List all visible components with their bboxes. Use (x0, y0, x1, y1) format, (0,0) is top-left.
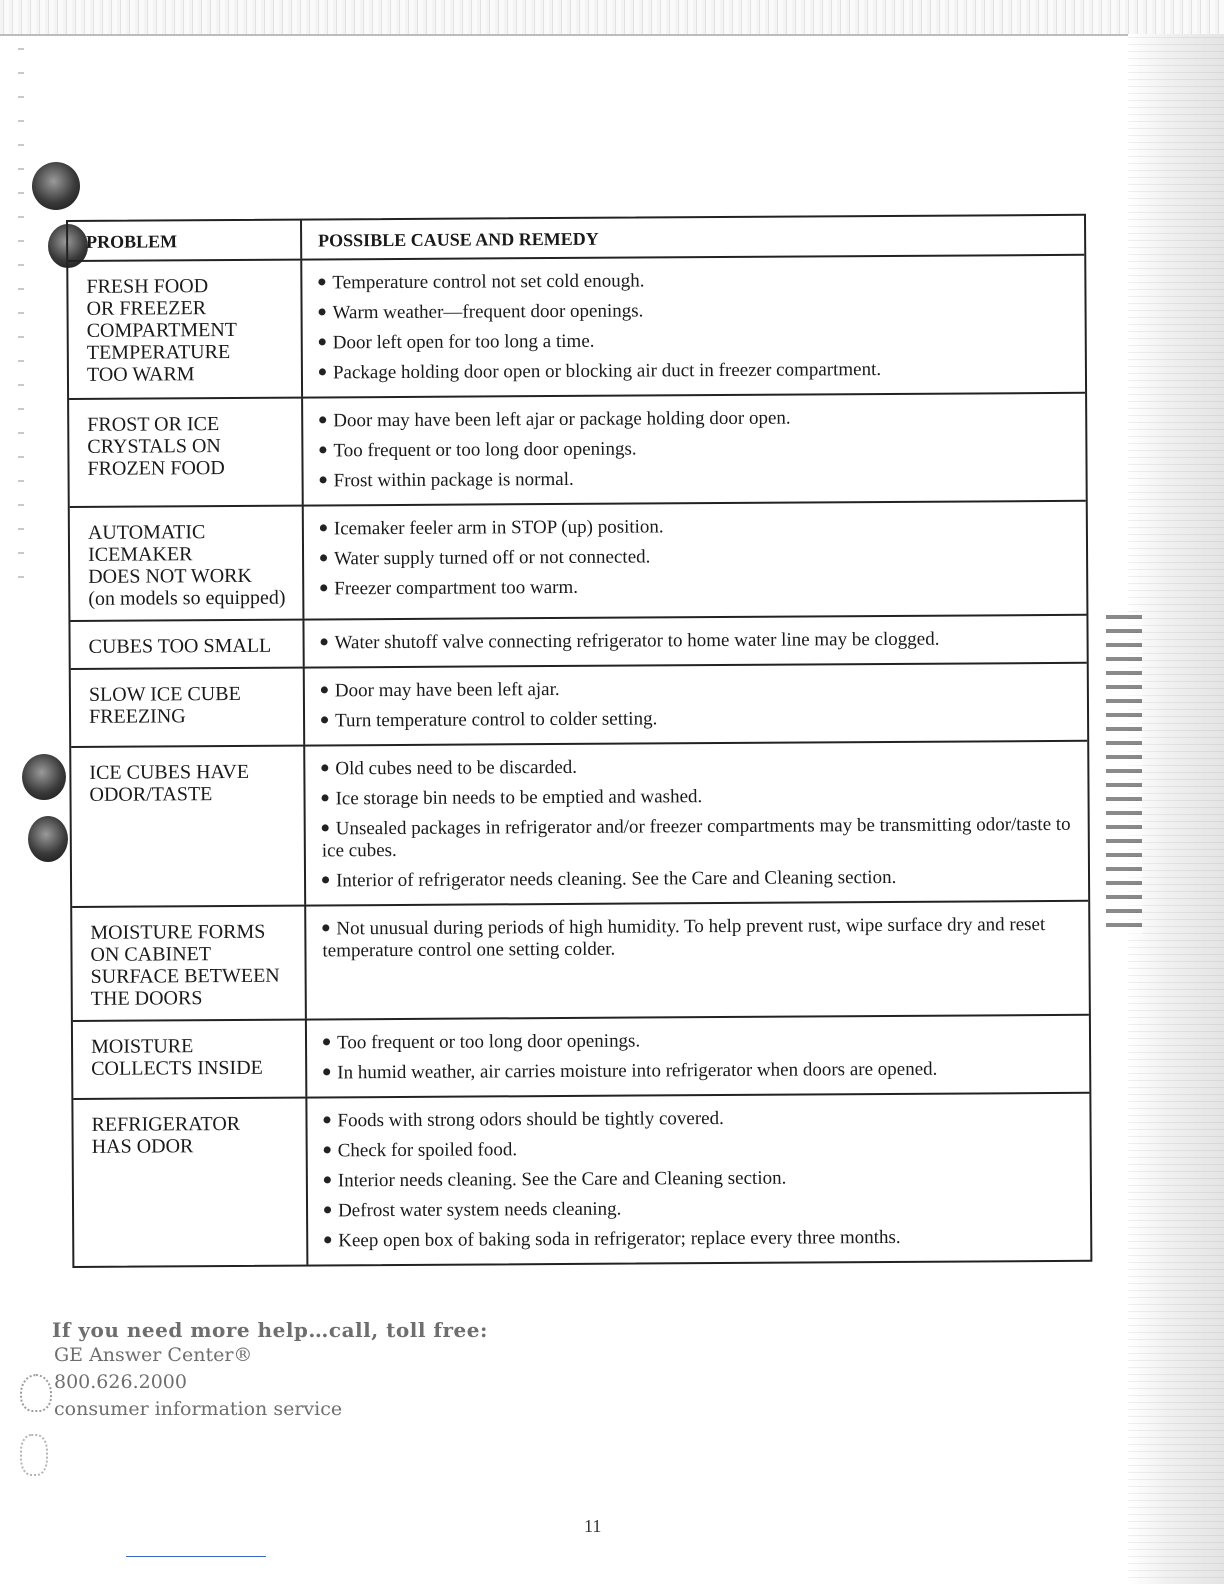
problem-line: FROZEN FOOD (87, 457, 225, 480)
remedy-text: Old cubes need to be discarded. (335, 756, 578, 780)
problem-cell (70, 621, 304, 668)
problem-line: TOO WARM (86, 363, 195, 386)
remedy-text: Temperature control not set cold enough. (332, 270, 645, 294)
binder-hole-1 (32, 162, 80, 210)
scan-right-edge (1128, 34, 1224, 1584)
remedy-item (324, 1196, 1078, 1223)
scan-right-marks (1106, 615, 1142, 935)
bullet-icon (319, 309, 326, 316)
remedy-cell (306, 902, 1089, 1019)
remedy-item (321, 754, 1075, 781)
remedy-cell (305, 664, 1087, 745)
scan-left-dots (18, 40, 24, 600)
handset-icon (20, 1434, 48, 1476)
problem-cell (69, 399, 304, 506)
remedy-text: Icemaker feeler arm in STOP (up) position. (333, 516, 664, 540)
remedy-text: Foods with strong odors should be tightly covered. (337, 1107, 724, 1132)
bullet-icon (320, 525, 327, 532)
table-row (71, 740, 1088, 906)
table-row (71, 662, 1087, 746)
problem-line: FRESH FOOD (86, 275, 209, 298)
problem-line: COMPARTMENT (86, 318, 238, 342)
problem-line: HAS ODOR (91, 1135, 194, 1158)
header-problem: PROBLEM (68, 221, 302, 260)
remedy-text: Too frequent or too long door openings. (336, 1030, 641, 1054)
remedy-text: Package holding door open or blocking air duct in freezer compartment. (332, 359, 882, 384)
problem-line: SURFACE BETWEEN (90, 964, 280, 988)
problem-cell (71, 669, 305, 746)
remedy-text: Turn temperature control to colder setting. (335, 708, 658, 732)
phone-number: 800.626.2000 (54, 1371, 187, 1393)
remedy-text: Too frequent or too long door openings. (333, 438, 637, 462)
remedy-text: Water shutoff valve connecting refrigerator to home water line may be clogged. (334, 628, 940, 654)
remedy-item (320, 544, 1074, 571)
binder-hole-4 (28, 816, 68, 862)
bullet-icon (321, 687, 328, 694)
remedy-cell (307, 1094, 1090, 1265)
page-number: 11 (584, 1516, 602, 1536)
remedy-cell (304, 502, 1087, 619)
remedy-text: Door may have been left ajar or package holding door open. (333, 407, 791, 432)
remedy-text: Keep open box of baking soda in refrigerator; replace every three months. (338, 1226, 901, 1252)
bullet-icon (321, 717, 328, 724)
remedy-item (321, 676, 1075, 703)
remedy-text: Freezer compartment too warm. (334, 576, 579, 600)
remedy-item (321, 706, 1075, 733)
problem-cell (68, 261, 303, 398)
remedy-item (322, 814, 1076, 863)
remedy-text: Unsealed packages in refrigerator and/or freezer compartments may be transmitting odor/taste to ice cubes. (321, 813, 1071, 862)
phone-icon (20, 1374, 52, 1412)
bullet-icon (323, 1117, 330, 1124)
problem-line: ICEMAKER (87, 543, 193, 566)
remedy-text: Frost within package is normal. (333, 468, 574, 492)
remedy-item (320, 514, 1074, 541)
problem-line: MOISTURE FORMS (90, 920, 266, 944)
problem-line: MOISTURE (90, 1035, 194, 1058)
remedy-text: Door left open for too long a time. (332, 330, 595, 354)
problem-line: COLLECTS INSIDE (91, 1056, 263, 1080)
remedy-cell (302, 256, 1085, 397)
underline-mark (126, 1556, 266, 1557)
bullet-icon (324, 1207, 331, 1214)
remedy-item (323, 1058, 1077, 1085)
problem-line: AUTOMATIC (87, 521, 206, 544)
troubleshooting-table (66, 214, 1092, 1268)
remedy-cell (305, 742, 1088, 905)
remedy-item (322, 866, 1076, 893)
remedy-cell (303, 394, 1086, 505)
problem-line: ODOR/TASTE (89, 783, 213, 806)
bullet-icon (319, 369, 326, 376)
remedy-item (323, 1106, 1077, 1133)
bullet-icon (321, 639, 328, 646)
remedy-item (323, 1028, 1077, 1055)
remedy-item (319, 298, 1073, 325)
problem-line: FROST OR ICE (87, 413, 220, 436)
remedy-text: Ice storage bin needs to be emptied and washed. (335, 786, 703, 810)
problem-line: OR FREEZER (86, 297, 207, 320)
table-row (68, 254, 1085, 398)
remedy-text: Interior needs cleaning. See the Care and Cleaning section. (337, 1167, 787, 1192)
bullet-icon (324, 1237, 331, 1244)
scan-top-edge (0, 0, 1224, 36)
remedy-item (319, 436, 1073, 463)
remedy-item (321, 784, 1075, 811)
problem-line: SLOW ICE CUBE (88, 682, 241, 706)
table-row (73, 1014, 1089, 1098)
remedy-cell (304, 616, 1086, 667)
bullet-icon (319, 339, 326, 346)
remedy-text: Not unusual during periods of high humidity. To help prevent rust, wipe surface dry and reset temperature control one setting colder. (322, 914, 1046, 962)
bullet-icon (318, 279, 325, 286)
help-block (52, 1318, 488, 1423)
problem-line: ON CABINET (90, 943, 212, 966)
problem-line: CRYSTALS ON (87, 435, 221, 458)
problem-cell (70, 507, 305, 620)
problem-cell (71, 747, 306, 906)
bullet-icon (320, 555, 327, 562)
service-label: consumer information service (54, 1398, 343, 1420)
problem-line: CUBES TOO SMALL (88, 634, 272, 658)
remedy-text: Interior of refrigerator needs cleaning. See the Care and Cleaning section. (335, 866, 897, 892)
bullet-icon (320, 477, 327, 484)
bullet-icon (322, 825, 329, 832)
bullet-icon (323, 1039, 330, 1046)
bullet-icon (320, 585, 327, 592)
remedy-item (319, 358, 1073, 385)
bullet-icon (323, 1069, 330, 1076)
problem-cell (72, 907, 307, 1020)
remedy-cell (307, 1016, 1089, 1097)
remedy-text: In humid weather, air carries moisture into refrigerator when doors are opened. (337, 1058, 938, 1084)
remedy-text: Check for spoiled food. (337, 1139, 518, 1162)
table-row (73, 1092, 1090, 1266)
remedy-item (319, 406, 1073, 433)
remedy-item (319, 328, 1073, 355)
remedy-text: Door may have been left ajar. (334, 678, 560, 702)
header-remedy: POSSIBLE CAUSE AND REMEDY (318, 228, 599, 251)
remedy-item (324, 1166, 1078, 1193)
problem-cell (73, 1099, 308, 1266)
problem-line: FREEZING (88, 705, 186, 728)
help-lead: If you need more help…call, toll free: (52, 1318, 488, 1342)
table-row (69, 392, 1086, 506)
problem-line: TEMPERATURE (86, 340, 231, 364)
answer-center-name: GE Answer Center® (54, 1344, 253, 1366)
remedy-text: Defrost water system needs cleaning. (337, 1198, 622, 1222)
binder-hole-3 (22, 754, 66, 800)
bullet-icon (322, 877, 329, 884)
bullet-icon (319, 447, 326, 454)
problem-line: ICE CUBES HAVE (89, 760, 250, 784)
remedy-item (320, 466, 1074, 493)
bullet-icon (322, 795, 329, 802)
bullet-icon (324, 1177, 331, 1184)
bullet-icon (319, 417, 326, 424)
table-header-row (68, 216, 1084, 260)
remedy-item (321, 628, 1075, 655)
remedy-item (320, 574, 1074, 601)
table-body (68, 254, 1090, 1266)
table-row (70, 500, 1087, 620)
remedy-item (324, 1136, 1078, 1163)
problem-cell (73, 1021, 307, 1098)
problem-line: DOES NOT WORK (88, 564, 252, 588)
table-row (72, 900, 1089, 1020)
remedy-item (318, 268, 1072, 295)
bullet-icon (321, 765, 328, 772)
remedy-text: Water supply turned off or not connected. (334, 546, 651, 570)
bullet-icon (324, 1147, 331, 1154)
table-row (70, 614, 1086, 668)
problem-line: (on models so equipped) (88, 586, 286, 610)
remedy-item (322, 914, 1076, 963)
remedy-text: Warm weather—frequent door openings. (332, 300, 644, 324)
remedy-item (324, 1226, 1078, 1253)
problem-line: THE DOORS (90, 987, 203, 1010)
problem-line: REFRIGERATOR (91, 1112, 241, 1136)
bullet-icon (322, 925, 329, 932)
